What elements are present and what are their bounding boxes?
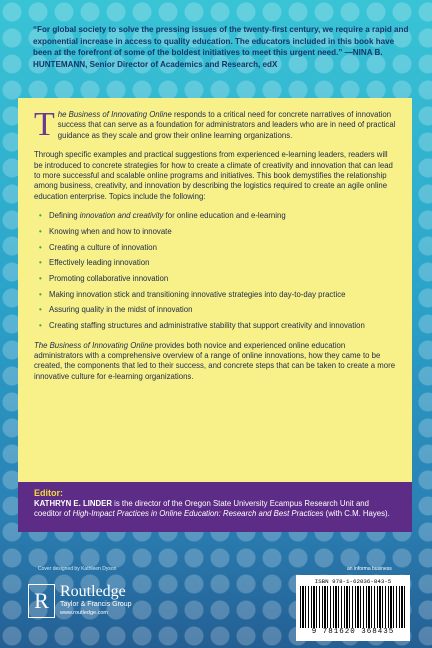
editor-book-title: High-Impact Practices in Online Education: Research and Best Practices [72,509,324,519]
publisher-url: www.routledge.com [60,610,108,616]
editor-panel [18,482,412,532]
list-item: • Creating a culture of innovation [39,242,157,252]
description-panel [18,98,412,532]
quote-attribution-name: NINA B. HUNTEMANN, [33,48,383,69]
topic-list [34,211,396,331]
bullet-icon: • [39,226,42,236]
body-paragraph: Through specific examples and practical suggestions from experienced e-learning leaders, readers will be introduced to concrete strategies for how to create a climate of creativity and innovation that can lead to more successful and scalable online programs and initiatives. This book demystifies the relationship among business, creativity, and innovation by describing the logistics required to create an agile online education enterprise. Topics include the following: [34,150,393,201]
list-item: • Effectively leading innovation [39,258,150,268]
intro-text: responds to a critical need for concrete narratives of innovation success that can serve as a foundation for administrators and leaders who are in need of practical guidance as they scale and grow their online learning organizations. [57,110,396,140]
editor-heading: Editor: [34,488,63,498]
list-item: • Assuring quality in the midst of innovation [39,305,193,315]
bullet-icon: • [39,258,42,268]
quote-attribution-role: Senior Director of Academics and Research, edX [87,59,278,69]
routledge-logo-icon: R [28,584,55,618]
endorsement-quote [33,24,411,70]
bullet-icon: • [39,289,42,299]
list-item: • Creating staffing structures and administrative stability that support creativity and innovation [39,321,365,331]
barcode-bars [300,586,406,628]
publisher-name: Routledge [60,583,126,600]
intro-book-title: he Business of Innovating Online [57,110,172,119]
cover-credit: Cover designed by Kathleen Dyson [38,566,117,572]
list-item: • Making innovation stick and transitioning innovative strategies into day-to-day practice [39,289,346,299]
publisher-group: Taylor & Francis Group [60,601,132,608]
list-item: • Promoting collaborative innovation [39,274,169,284]
bullet-icon: • [39,242,42,252]
editor-bio: KATHRYN E. LINDER is the director of the Oregon State University Ecampus Research Unit and coeditor of High-Impact Practices in Online Education: Research and Best Practices (with C.M. Hayes). [34,499,390,519]
drop-cap: T [34,106,55,143]
bullet-icon: • [39,274,42,284]
editor-name: KATHRYN E. LINDER [34,499,112,508]
intro-paragraph [34,106,396,143]
list-item: • Knowing when and how to innovate [39,226,172,236]
isbn-text: ISBN 978-1-62036-843-5 [314,578,392,585]
closing-book-title: The Business of Innovating Online [34,340,153,350]
barcode [296,575,410,641]
closing-paragraph: The Business of Innovating Online provides both novice and experienced online education administrators with a comprehensive overview of a range of online innovations, how they came to be created, the components that led to their success, and concrete steps that can be taken to create a more innovative culture for e-learning organizations. [34,340,396,381]
bullet-icon: • [39,305,42,315]
bullet-icon: • [39,321,42,331]
barcode-digits: 9 781620 368435 [311,628,395,636]
publisher-block [60,583,132,617]
informa-tagline: an informa business [347,566,392,572]
quote-text: “For global society to solve the pressing issues of the twenty-first century, we require a rapid and exponential increase in access to quality education. The educators included in this book have been at the forefront of some of the boldest initiatives to meet this urgent need.” — [33,25,409,58]
bullet-icon: • [39,211,42,221]
list-item: • Defining innovation and creativity for online education and e-learning [39,211,286,221]
